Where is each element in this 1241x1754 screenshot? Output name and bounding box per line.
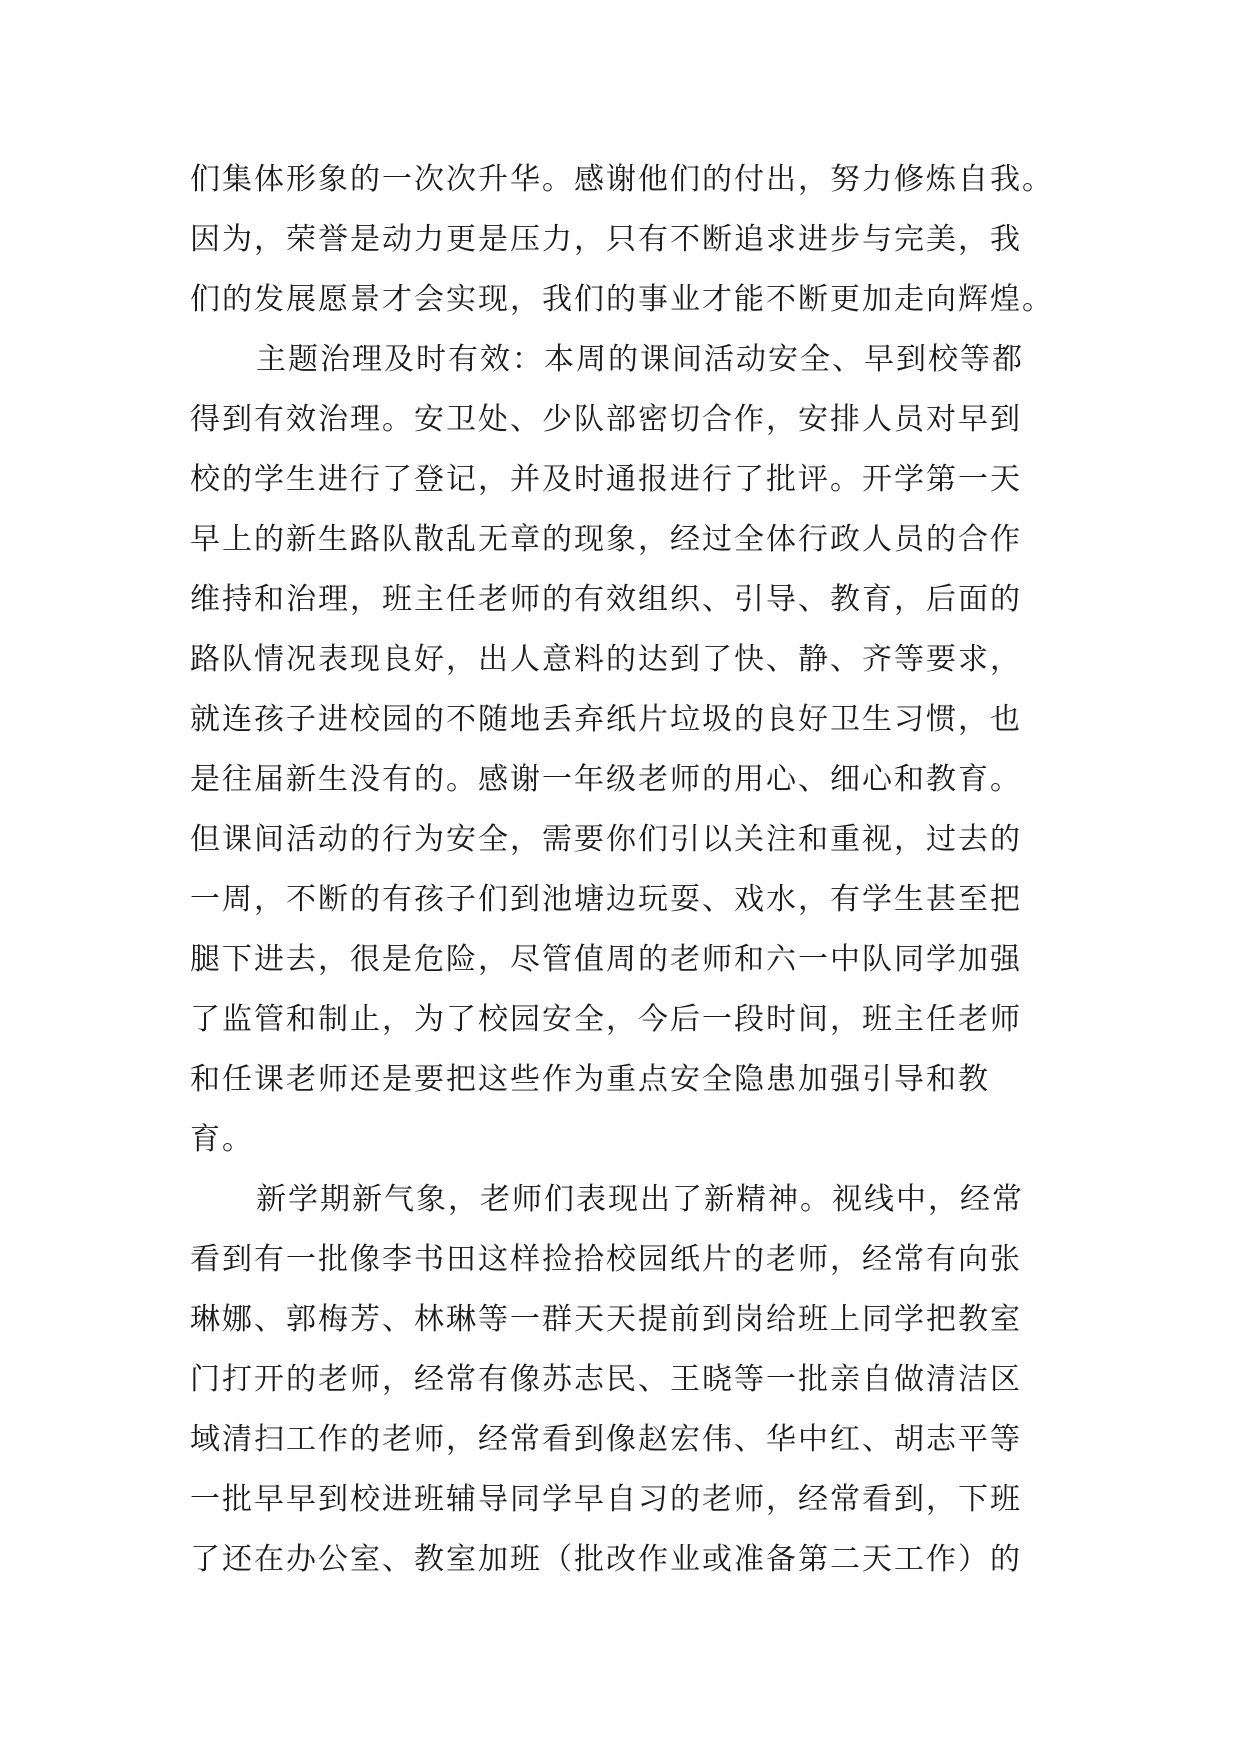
text-line: 和任课老师还是要把这些作为重点安全隐患加强引导和教 xyxy=(190,1062,990,1097)
text-line: 育。 xyxy=(190,1122,254,1157)
text-line: 路队情况表现良好，出人意料的达到了快、静、齐等要求， xyxy=(190,642,1022,677)
paragraph-start-line: 主题治理及时有效：本周的课间活动安全、早到校等都 xyxy=(256,342,1024,377)
text-line: 们集体形象的一次次升华。感谢他们的付出，努力修炼自我。 xyxy=(190,162,1054,197)
text-line: 但课间活动的行为安全，需要你们引以关注和重视，过去的 xyxy=(190,822,1022,857)
text-line: 得到有效治理。安卫处、少队部密切合作，安排人员对早到 xyxy=(190,402,1022,437)
text-line: 了监管和制止，为了校园安全，今后一段时间，班主任老师 xyxy=(190,1002,1022,1037)
text-line: 腿下进去，很是危险，尽管值周的老师和六一中队同学加强 xyxy=(190,942,1022,977)
text-line: 们的发展愿景才会实现，我们的事业才能不断更加走向辉煌。 xyxy=(190,282,1054,317)
text-line: 就连孩子进校园的不随地丢弃纸片垃圾的良好卫生习惯，也 xyxy=(190,702,1022,737)
text-line: 是往届新生没有的。感谢一年级老师的用心、细心和教育。 xyxy=(190,762,1022,797)
text-line: 门打开的老师，经常有像苏志民、王晓等一批亲自做清洁区 xyxy=(190,1362,1022,1397)
text-line: 一周，不断的有孩子们到池塘边玩耍、戏水，有学生甚至把 xyxy=(190,882,1022,917)
text-line: 了还在办公室、教室加班（批改作业或准备第二天工作）的 xyxy=(190,1542,1022,1577)
paragraph-start-line: 新学期新气象，老师们表现出了新精神。视线中，经常 xyxy=(256,1182,1024,1217)
body-text xyxy=(190,150,1090,1590)
text-line: 早上的新生路队散乱无章的现象，经过全体行政人员的合作 xyxy=(190,522,1022,557)
text-line: 看到有一批像李书田这样捡拾校园纸片的老师，经常有向张 xyxy=(190,1242,1022,1277)
text-line: 维持和治理，班主任老师的有效组织、引导、教育，后面的 xyxy=(190,582,1022,617)
text-line: 琳娜、郭梅芳、林琳等一群天天提前到岗给班上同学把教室 xyxy=(190,1302,1022,1337)
text-line: 域清扫工作的老师，经常看到像赵宏伟、华中红、胡志平等 xyxy=(190,1422,1022,1457)
text-line: 一批早早到校进班辅导同学早自习的老师，经常看到，下班 xyxy=(190,1482,1022,1517)
text-line: 校的学生进行了登记，并及时通报进行了批评。开学第一天 xyxy=(190,462,1022,497)
text-line: 因为，荣誉是动力更是压力，只有不断追求进步与完美，我 xyxy=(190,222,1022,257)
